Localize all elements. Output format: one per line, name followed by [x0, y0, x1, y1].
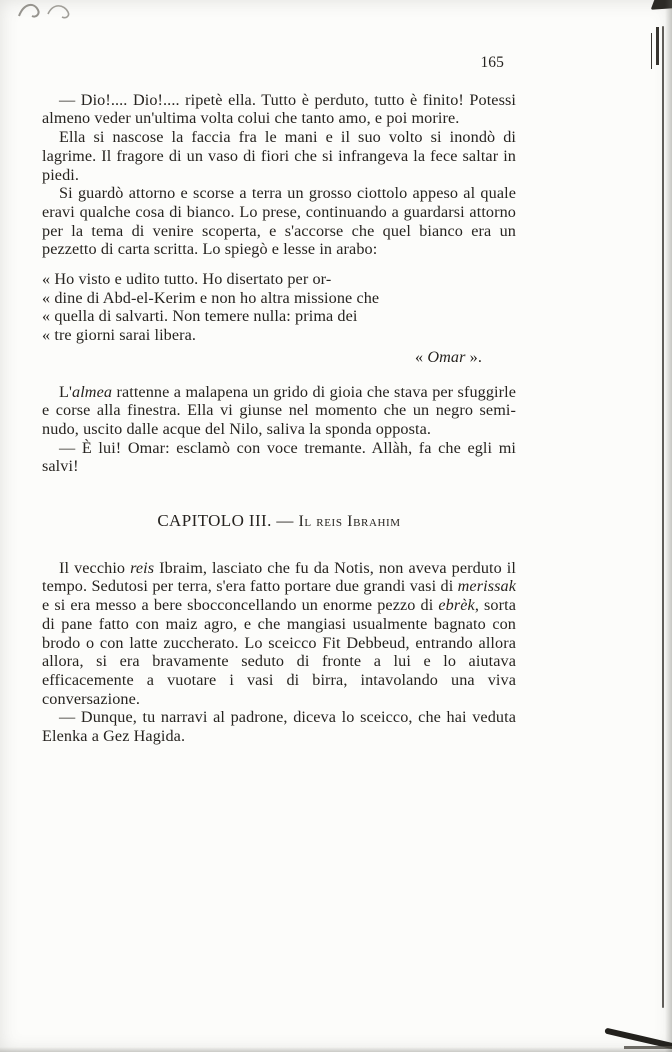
text-segment: « [414, 347, 428, 366]
scan-artifact-bottom-right-diagonal [604, 1028, 672, 1051]
quote-line: « tre giorni sarai libera. [42, 326, 197, 345]
text-segment: Ibraim, lasciato che fu da Notis, non aveva perduto il tempo. Sedutosi per terra, s'era fatto portare due grandi vasi di [42, 558, 516, 596]
paragraph-almea [42, 383, 516, 439]
text-segment-italic: Omar [427, 347, 466, 366]
scan-artifact-bottom-edge-shade [0, 1047, 672, 1052]
scan-artifact-bottom-right-line [624, 1046, 672, 1049]
chapter-heading [42, 512, 516, 532]
text-segment-italic: reis [130, 558, 155, 577]
text-segment: — Dunque, tu narravi al padrone, diceva lo sceicco, che hai veduta Elenka a Gez Hagida. [42, 708, 516, 746]
text-segment: — È lui! Omar: esclamò con voce tremante. Allàh, fa che egli mi salvi! [42, 438, 516, 476]
letter-signature [42, 348, 516, 367]
scan-mark-top-left [16, 0, 90, 24]
text-segment: , sorta di pane fatto con maiz agro, e che mangiasi usualmente bagnato con brodo o con latte zuccherato. Lo sceicco Fit Debbeud, entrando allora allora, si era bravamente seduto di fronte a lui e lo aiutava efficacemente a vuotare i vasi di birra, intavolando una viva conversazione. [42, 596, 516, 708]
paragraph-dunque [42, 708, 516, 745]
text-segment: rattenne a malapena un grido di gioia che stava per sfuggirle e corse alla finestra. Ella vi giunse nel momento che un negro semi-nudo, uscito dalle acque del Nilo, saliva la sponda opposta. [42, 382, 516, 438]
paragraph-si-guardo [42, 184, 516, 259]
paragraph-il-vecchio [42, 559, 516, 709]
page-number: 165 [480, 54, 504, 71]
scan-artifact-right-edge-line [662, 26, 664, 1008]
scan-artifact-top-right-corner [651, 0, 672, 10]
text-segment-italic: ebrèk [438, 596, 475, 615]
text-block [42, 54, 516, 746]
quote-line: « dine di Abd-el-Kerim e non ho altra missione che [42, 288, 380, 307]
paragraph-ella [42, 128, 516, 184]
text-segment: CAPITOLO III. — [157, 511, 299, 531]
text-segment: — Dio!.... Dio!.... ripetè ella. Tutto è perduto, tutto è finito! Potessi almeno veder un'ultima volta colui che tanto amo, e poi morire. [42, 90, 516, 128]
text-segment: Il vecchio [59, 558, 131, 577]
scan-artifact-top-right-tick [656, 27, 659, 65]
quote-line: « Ho visto e udito tutto. Ho disertato per or- [42, 270, 332, 289]
text-segment-italic: merissak [457, 577, 516, 596]
paragraph-dio [42, 91, 516, 128]
text-segment: Si guardò attorno e scorse a terra un grosso ciottolo appeso al quale eravi qualche cosa di bianco. Lo prese, continuando a guardarsi attorno per la tema di venire scoperta, e s'accorse che quel bianco era un pezzetto di carta scritta. Lo spiegò e lesse in arabo: [42, 184, 516, 259]
paragraph-e-lui [42, 439, 516, 476]
text-segment: Ella si nascose la faccia fra le mani e il suo volto si inondò di lagrime. Il fragore di un vaso di fiori che si infrangeva la fece saltar in piedi. [42, 128, 516, 184]
text-segment: e si era messo a bere sbocconcellando un enorme pezzo di [42, 596, 439, 615]
quote-line: « quella di salvarti. Non temere nulla: prima dei [42, 307, 358, 326]
text-segment-italic: almea [72, 382, 113, 401]
scan-artifact-right-edge-shade [665, 0, 672, 1052]
text-segment-smallcaps: Il reis Ibrahim [298, 513, 401, 531]
text-segment: ». [465, 347, 482, 366]
text-segment: L' [59, 382, 73, 401]
letter-quote [42, 270, 516, 345]
